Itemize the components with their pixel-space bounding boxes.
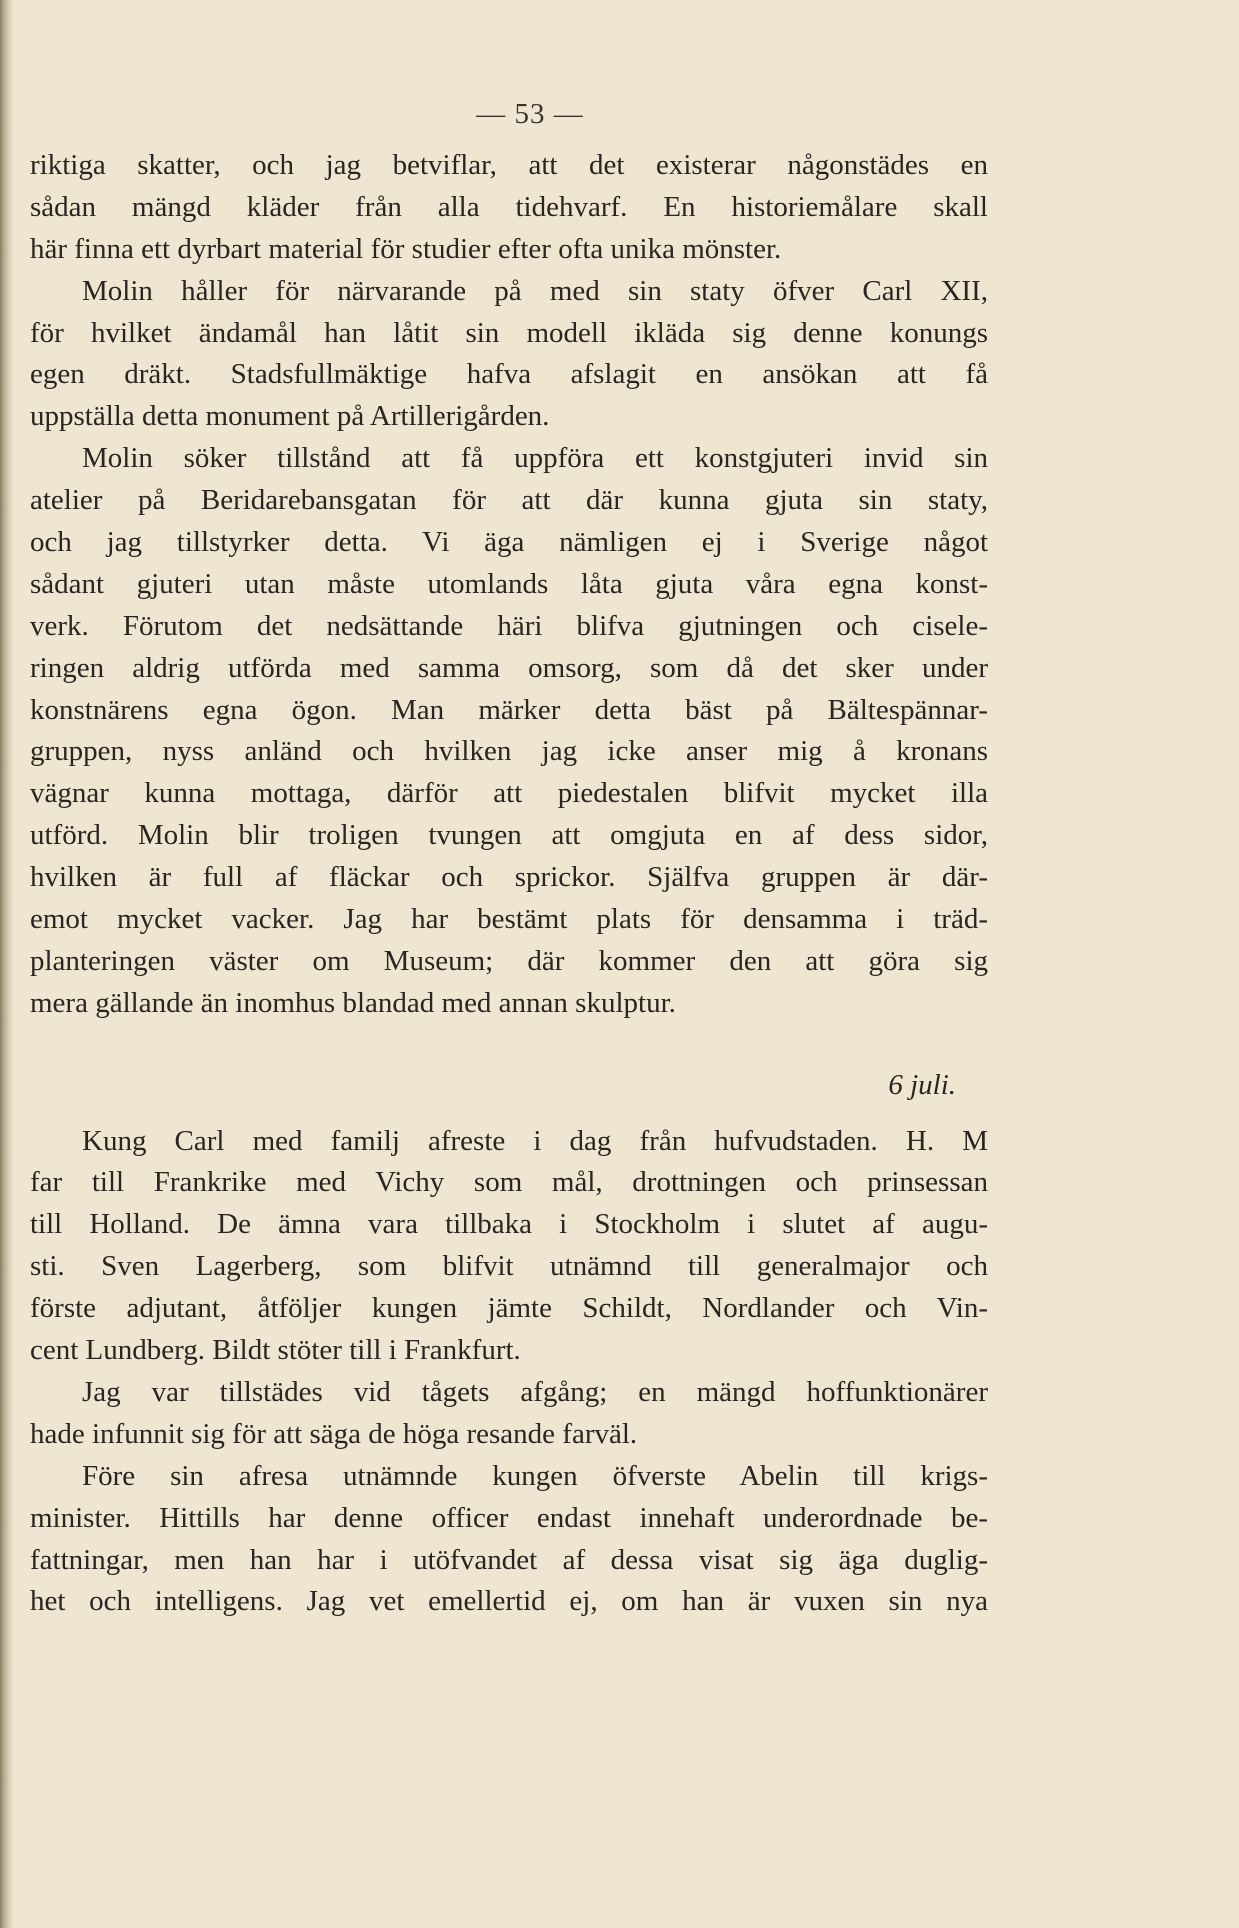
text-line: ringen aldrig utförda med samma omsorg, som då det sker under	[30, 651, 988, 684]
text-line: gruppen, nyss anländ och hvilken jag icke anser mig å kronans	[30, 735, 988, 768]
text-line: Molin söker tillstånd att få uppföra ett konstgjuteri invid sin	[82, 442, 988, 475]
text-line: Jag var tillstädes vid tågets afgång; en mängd hoffunktionärer	[82, 1375, 988, 1408]
text-line: utförd. Molin blir troligen tvungen att omgjuta en af dess sidor,	[30, 819, 988, 852]
text-line: vägnar kunna mottaga, därför att piedestalen blifvit mycket illa	[30, 777, 988, 810]
text-line: hvilken är full af fläckar och sprickor. Själfva gruppen är där-	[30, 861, 988, 894]
page-number: — 53 —	[476, 98, 584, 130]
text-line: emot mycket vacker. Jag har bestämt plats för densamma i träd-	[30, 903, 988, 936]
text-line: konstnärens egna ögon. Man märker detta bäst på Bältespännar-	[30, 693, 988, 726]
date-heading: 6 juli.	[888, 1068, 956, 1101]
text-line: sti. Sven Lagerberg, som blifvit utnämnd till generalmajor och	[30, 1250, 988, 1283]
text-line: Kung Carl med familj afreste i dag från hufvudstaden. H. M	[82, 1124, 988, 1157]
text-line: atelier på Beridarebansgatan för att där kunna gjuta sin staty,	[30, 484, 988, 517]
text-line: minister. Hittills har denne officer endast innehaft underordnade be-	[30, 1501, 988, 1534]
text-line: Före sin afresa utnämnde kungen öfverste Abelin till krigs-	[82, 1459, 988, 1492]
text-line: cent Lundberg. Bildt stöter till i Frankfurt.	[30, 1334, 521, 1367]
text-line: egen dräkt. Stadsfullmäktige hafva afslagit en ansökan att få	[30, 358, 988, 391]
page-body	[30, 145, 988, 1623]
text-line: far till Frankrike med Vichy som mål, drottningen och prinsessan	[30, 1166, 988, 1199]
text-line: till Holland. De ämna vara tillbaka i Stockholm i slutet af augu-	[30, 1208, 988, 1241]
text-line: Molin håller för närvarande på med sin staty öfver Carl XII,	[82, 274, 988, 307]
text-line: hade infunnit sig för att säga de höga resande farväl.	[30, 1417, 638, 1450]
text-line: uppställa detta monument på Artillerigården.	[30, 400, 550, 433]
text-line: sådan mängd kläder från alla tidehvarf. En historiemålare skall	[30, 190, 988, 223]
text-line: riktiga skatter, och jag betviflar, att det existerar någonstädes en	[30, 149, 988, 181]
text-line: här finna ett dyrbart material för studier efter ofta unika mönster.	[30, 232, 782, 265]
text-line: mera gällande än inomhus blandad med annan skulptur.	[30, 986, 676, 1019]
text-line: förste adjutant, åtföljer kungen jämte Schildt, Nordlander och Vin-	[30, 1292, 988, 1325]
text-line: och jag tillstyrker detta. Vi äga nämligen ej i Sverige något	[30, 526, 988, 559]
book-spine-shadow	[0, 0, 14, 1928]
text-line: planteringen väster om Museum; där kommer den att göra sig	[30, 944, 988, 977]
text-line: fattningar, men han har i utöfvandet af dessa visat sig äga duglig-	[30, 1543, 988, 1576]
text-line: sådant gjuteri utan måste utomlands låta gjuta våra egna konst-	[30, 567, 988, 600]
text-line: het och intelligens. Jag vet emellertid ej, om han är vuxen sin nya	[30, 1585, 988, 1618]
text-line: för hvilket ändamål han låtit sin modell ikläda sig denne konungs	[30, 316, 988, 349]
text-line: verk. Förutom det nedsättande häri blifva gjutningen och cisele-	[30, 609, 988, 642]
